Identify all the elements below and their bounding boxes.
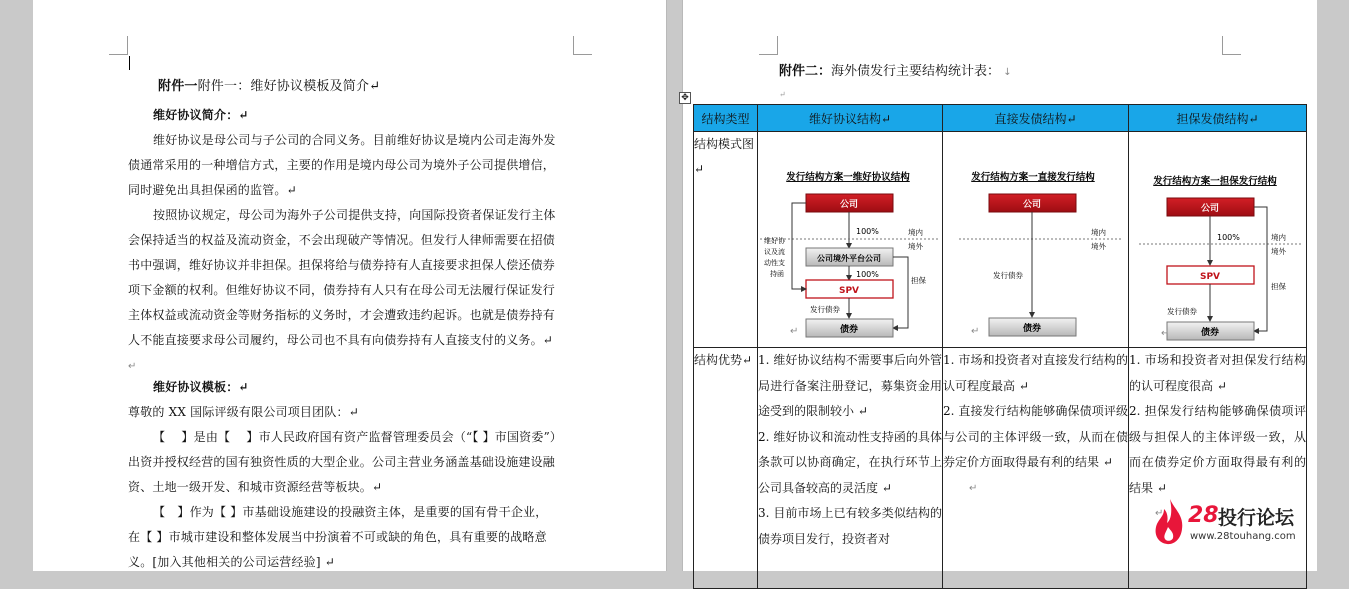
direct-diagram-title: 发行结构方案一直接发行结构 (971, 172, 1095, 183)
keepwell-side-label: 维好协 (764, 237, 785, 245)
direct-advantages-cell[interactable] (943, 348, 1129, 589)
salutation: 尊敬的 XX 国际评级有限公司项目团队：↵ (128, 405, 359, 419)
crop-mark-top-right (573, 36, 592, 55)
advantage-item: 1. 市场和投资者对担保发行结构的认可程度很高 ↵ (1129, 353, 1306, 393)
para2-line: 书中强调，维好协议并非担保。担保将给与债券持有人直接要求担保人偿还债券 (128, 258, 556, 272)
logo-number: 28 (1188, 503, 1219, 528)
direct-structure-diagram (943, 132, 1129, 344)
paragraph-mark: ↵ (128, 361, 137, 372)
spv-box-label: SPV (838, 286, 860, 296)
para1-line: 债通常采用的一种增信方式，主要的作用是境内母公司为境外子公司提供增信， (128, 158, 556, 172)
page1-body[interactable] (128, 74, 608, 575)
para2-line: 主体权益或流动资金等财务指标的义务时，才会遭致违约起诉。也就是债券持有 (128, 308, 556, 322)
offshore-label: 境外 (1271, 247, 1286, 256)
section1-heading: 维好协议简介：↵ (153, 108, 249, 122)
page2-title-bold: 附件二： (779, 64, 832, 79)
para4-line: 义。[加入其他相关的公司运营经验] ↵ (128, 555, 336, 569)
para3-line: 出资并授权经营的国有独资性质的大型企业。公司主营业务涵盖基础设施建设融 (128, 455, 556, 469)
onshore-label: 境内 (1271, 233, 1286, 242)
guarantee-label: 担保 (911, 276, 926, 285)
header-direct[interactable]: 直接发债结构↵ (943, 105, 1129, 132)
ownership-pct-label: 100% (1217, 233, 1240, 242)
crop-mark-top-right (1222, 36, 1241, 55)
issue-bond-label: 发行债券 (993, 271, 1023, 280)
guaranteed-structure-diagram (1129, 132, 1307, 344)
advantage-item: 1. 维好协议结构不需要事后向外管局进行备案注册登记，募集资金用途受到的限制较小 ↵ (758, 353, 942, 418)
spv-box-label: SPV (1199, 272, 1221, 282)
guarantee-line (893, 257, 908, 328)
guaranteed-diagram-title: 发行结构方案一担保发行结构 (1153, 176, 1277, 187)
para4-line: 在【 】市城市建设和整体发展当中扮演着不可或缺的角色，具有重要的战略意 (128, 530, 547, 544)
bond-box-label: 债券 (839, 325, 859, 335)
row-label-advantage[interactable]: 结构优势↵ (694, 348, 758, 589)
page1-title-bold: 附件一 (158, 79, 198, 94)
issue-bond-label: 发行债券 (810, 305, 840, 314)
advantage-item: 3. 目前市场上已有较多类似结构的债券项目发行，投资者对 (758, 506, 942, 546)
offshore-label: 境外 (908, 242, 923, 251)
direct-diagram-cell[interactable] (943, 132, 1129, 348)
paragraph-mark: ↵ (790, 326, 799, 337)
paragraph-mark: ↓ (1000, 67, 1012, 78)
ownership-pct-label: 100% (856, 270, 879, 279)
platform-box-label: 公司境外平台公司 (817, 254, 881, 263)
para2-line: 会保持适当的权益及流动资金，不会出现破产等情况。但发行人律师需要在招债 (128, 233, 556, 247)
para3-line: 【 】是由【 】市人民政府国有资产监督管理委员会（“【 】市国资委”） (153, 430, 563, 444)
advantage-item: 2. 直接发行结构能够确保债项评级与公司的主体评级一致，从而在债券定价方面取得最有利的结果 ↵ (943, 404, 1128, 469)
header-structure-type[interactable]: 结构类型 (694, 105, 758, 132)
keepwell-side-label: 议及流 (764, 248, 785, 256)
document-page-left (33, 0, 667, 571)
logo-name: 投行论坛 (1218, 507, 1295, 529)
row-label-diagram[interactable]: 结构模式图↵ (694, 132, 758, 348)
page2-title-text: 海外债发行主要结构统计表： (831, 64, 1001, 79)
crop-mark-top-left (759, 36, 778, 55)
guarantee-label: 担保 (1271, 282, 1286, 291)
para4-line: 【 】作为【 】市基础设施建设的投融资主体，是重要的国有骨干企业， (153, 505, 548, 519)
para2-line: 人不能直接要求母公司履约，母公司也不具有向债券持有人直接支付的义务。↵ (128, 333, 554, 347)
paragraph-mark: ↵ (969, 482, 978, 494)
watermark-logo (1150, 495, 1325, 555)
document-page-right (682, 0, 1317, 571)
paragraph-mark: ↵ (1155, 508, 1164, 519)
table-move-handle-icon[interactable]: ✥ (679, 92, 691, 104)
crop-mark-top-left (109, 36, 128, 55)
keepwell-diagram-title: 发行结构方案一维好协议结构 (786, 172, 910, 183)
company-box-label: 公司 (839, 200, 859, 210)
paragraph-mark: ↵ (971, 326, 980, 337)
para1-line: 同时避免出具担保函的监管。↵ (128, 183, 297, 197)
onshore-label: 境内 (908, 228, 923, 237)
flame-icon (1152, 497, 1188, 547)
onshore-label: 境内 (1091, 228, 1106, 237)
text-cursor (129, 56, 130, 70)
paragraph-mark: ↵ (1161, 328, 1170, 339)
logo-url: www.28touhang.com (1190, 531, 1296, 542)
offshore-label: 境外 (1091, 242, 1106, 251)
company-box-label: 公司 (1022, 200, 1042, 210)
page2-title[interactable] (779, 60, 1012, 79)
keepwell-side-label: 持函 (770, 270, 784, 278)
para2-line: 项下金额的权利。但维好协议不同，债券持有人只有在母公司无法履行保证发行 (128, 283, 556, 297)
advantage-item: 2. 担保发行结构能够确保债项评级与担保人的主体评级一致，从而在债券定价方面取得最有利的结果 ↵ (1129, 404, 1306, 495)
header-guaranteed[interactable]: 担保发债结构↵ (1129, 105, 1307, 132)
ownership-pct-label: 100% (856, 227, 879, 236)
table-row (694, 132, 1307, 348)
guaranteed-diagram-cell[interactable] (1129, 132, 1307, 348)
para2-line: 按照协议规定，母公司为海外子公司提供支持，向国际投资者保证发行主体 (153, 208, 556, 222)
advantage-item: 1. 市场和投资者对直接发行结构的认可程度最高 ↵ (943, 353, 1128, 393)
table-header-row (694, 105, 1307, 132)
page1-title: 附件一：维好协议模板及简介↵ (197, 79, 381, 94)
header-keepwell[interactable]: 维好协议结构↵ (758, 105, 943, 132)
section2-heading: 维好协议模板：↵ (153, 380, 249, 394)
bond-box-label: 债券 (1200, 328, 1220, 338)
para1-line: 维好协议是母公司与子公司的合同义务。目前维好协议是境内公司走海外发 (153, 133, 556, 147)
company-box-label: 公司 (1200, 204, 1220, 214)
keepwell-advantages-cell[interactable] (758, 348, 943, 589)
keepwell-support-line (792, 203, 806, 289)
keepwell-structure-diagram (758, 132, 943, 344)
end-of-cell-mark: ↵ (779, 90, 786, 99)
advantage-item: 2. 维好协议和流动性支持函的具体条款可以协商确定，在执行环节上公司具备较高的灵活度 ↵ (758, 429, 942, 495)
issue-bond-label: 发行债券 (1167, 307, 1197, 316)
keepwell-diagram-cell[interactable] (758, 132, 943, 348)
para3-line: 资、土地一级开发、和城市资源经营等板块。↵ (128, 480, 383, 494)
keepwell-side-label: 动性支 (764, 259, 785, 267)
bond-box-label: 债券 (1022, 324, 1042, 334)
guarantee-line (1254, 207, 1267, 331)
